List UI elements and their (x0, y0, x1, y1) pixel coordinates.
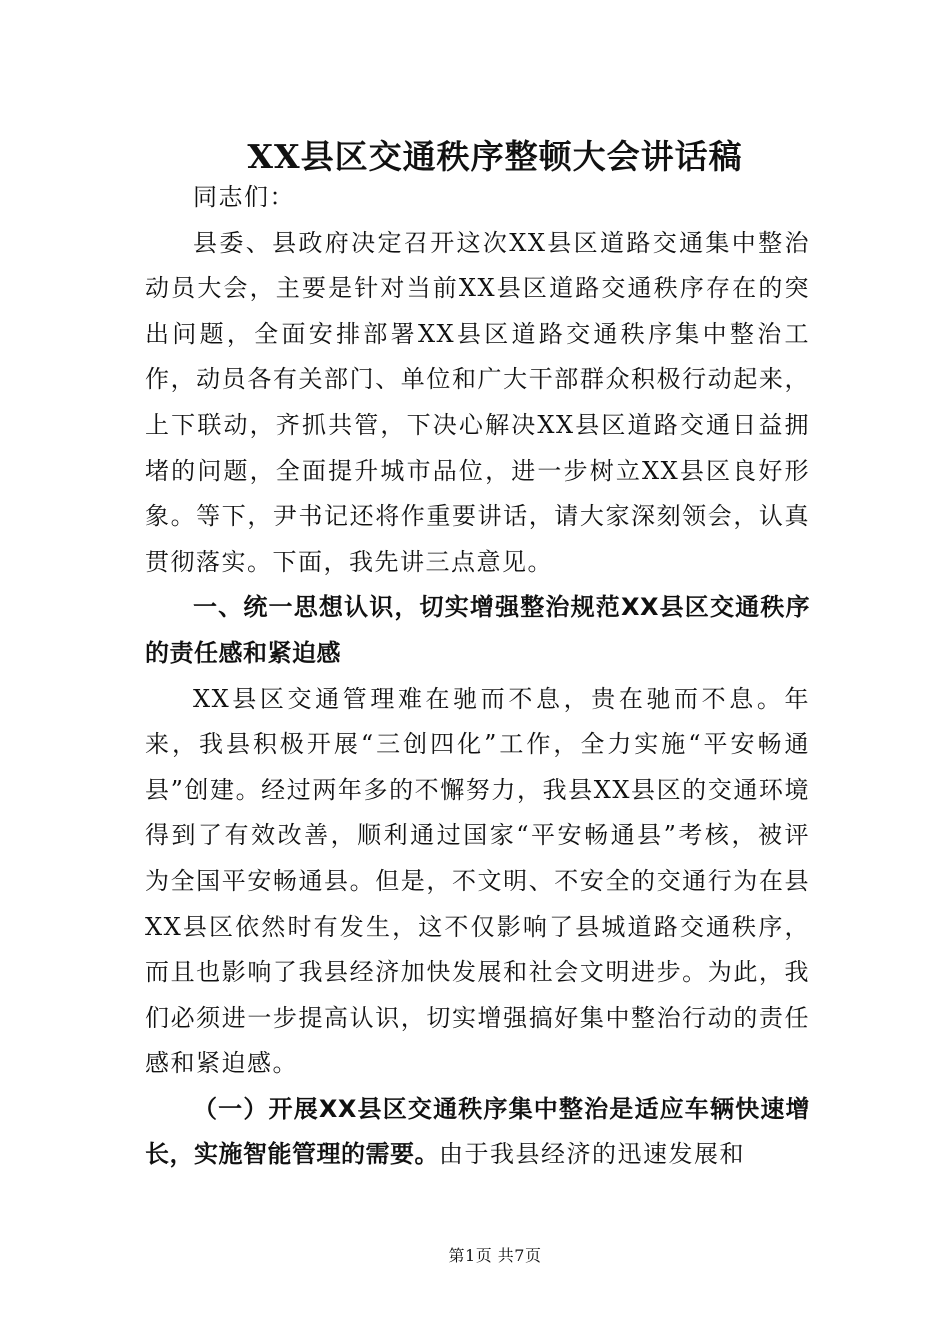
document-body (145, 175, 810, 1178)
section-heading-1: 一、统一思想认识，切实增强整治规范XX县区交通秩序的责任感和紧迫感 (145, 593, 810, 667)
paragraph-subsection-1 (145, 1087, 810, 1178)
subsection-text-1: 由于我县经济的迅速发展和 (439, 1140, 745, 1169)
paragraph-section-1: XX县区交通管理难在驰而不息，贵在驰而不息。年来，我县积极开展“三创四化”工作，全力实施“平安畅通县”创建。经过两年多的不懈努力，我县XX县区的交通环境得到了有效改善，顺利通过国家“平安畅通县”考核，被评为全国平安畅通县。但是，不文明、不安全的交通行为在县XX县区依然时有发生，这不仅影响了县城道路交通秩序，而且也影响了我县经济加快发展和社会文明进步。为此，我们必须进一步提高认识，切实增强搞好集中整治行动的责任感和紧迫感。 (145, 684, 810, 1078)
paragraph-intro: 县委、县政府决定召开这次XX县区道路交通集中整治动员大会，主要是针对当前XX县区道路交通秩序存在的突出问题，全面安排部署XX县区道路交通秩序集中整治工作，动员各有关部门、单位和广大干部群众积极行动起来，上下联动，齐抓共管，下决心解决XX县区道路交通日益拥堵的问题，全面提升城市品位，进一步树立XX县区良好形象。等下，尹书记还将作重要讲话，请大家深刻领会，认真贯彻落实。下面，我先讲三点意见。 (145, 228, 810, 576)
subsection-heading-1: （一）开展XX县区交通秩序集中整治是适应车辆快速增长，实施智能管理的需要。 (145, 1094, 810, 1169)
page-number-footer: 第1页 共7页 (448, 1246, 542, 1265)
document-title: XX县区交通秩序整顿大会讲话稿 (247, 137, 743, 176)
salutation: 同志们： (193, 183, 295, 211)
